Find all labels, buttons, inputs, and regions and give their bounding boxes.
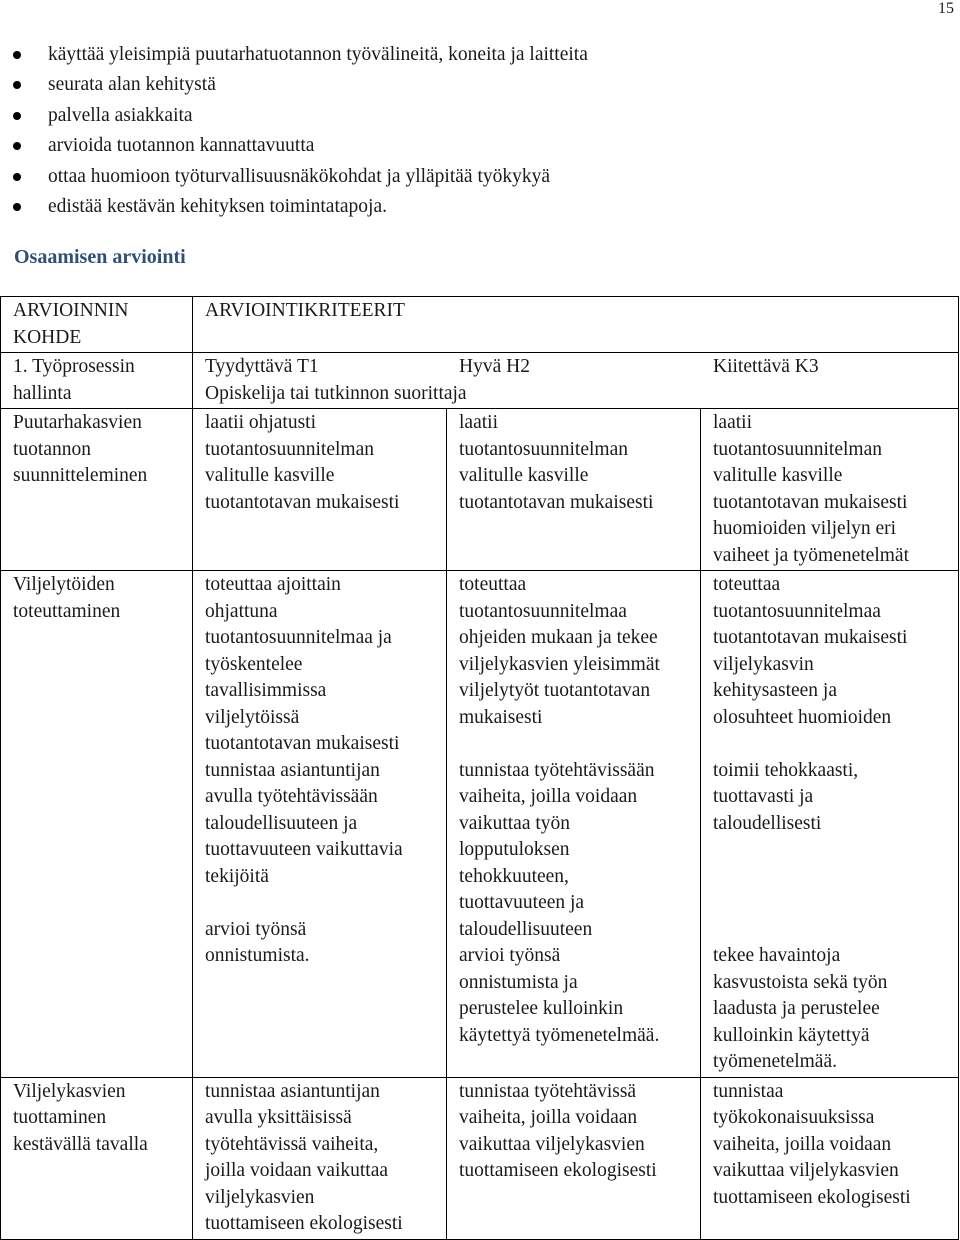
grades-cell [193, 353, 959, 409]
bullet-icon [13, 51, 21, 59]
criteria-t1-cell: laatii ohjatusti tuotantosuunnitelman valitulle kasville tuotantotavan mukaisesti [193, 409, 447, 571]
target-cell: Puutarhakasvien tuotannon suunnitteleminen [1, 409, 193, 571]
header-assessment-target: ARVIOINNIN KOHDE [1, 297, 193, 353]
list-item-text: edistää kestävän kehityksen toimintatapoja. [48, 195, 387, 217]
grade-good: Hyvä H2 [459, 356, 530, 377]
list-item [0, 162, 588, 192]
list-item-text: arvioida tuotannon kannattavuutta [48, 135, 315, 157]
list-item [0, 101, 588, 131]
criteria-k3-cell: tunnistaa työkokonaisuuksissa vaiheita, joilla voidaan vaikuttaa viljelykasvien tuottamiseen ekologisesti [701, 1077, 959, 1239]
subject-line: Opiskelija tai tutkinnon suorittaja [205, 382, 467, 404]
criteria-k3-cell: toteuttaa tuotantosuunnitelmaa tuotantotavan mukaisesti viljelykasvin kehitysasteen ja olosuhteet huomioiden toimii tehokkaasti, tuottavasti ja taloudellisesti tekee havaintoja kasvustoista sekä työn laadusta ja perustelee kulloinkin käytettyä työmenetelmää. [701, 571, 959, 1078]
criteria-t1-cell: tunnistaa asiantuntijan avulla yksittäisissä työtehtävissä vaiheita, joilla voidaan vaikuttaa viljelykasvien tuottamiseen ekologisesti [193, 1077, 447, 1239]
header-assessment-criteria: ARVIOINTIKRITEERIT [193, 297, 959, 353]
bullet-icon [13, 142, 21, 150]
table-row [1, 571, 959, 1078]
section-title: Osaamisen arviointi [14, 246, 186, 268]
bullet-icon [13, 203, 21, 211]
list-item [0, 131, 588, 161]
criteria-h2-cell: laatii tuotantosuunnitelman valitulle kasville tuotantotavan mukaisesti [447, 409, 701, 571]
skills-bullet-list [0, 40, 588, 222]
target-cell: Viljelytöiden toteuttaminen [1, 571, 193, 1078]
criteria-h2-cell: tunnistaa työtehtävissä vaiheita, joilla voidaan vaikuttaa viljelykasvien tuottamiseen ekologisesti [447, 1077, 701, 1239]
criteria-k3-cell: laatii tuotantosuunnitelman valitulle kasville tuotantotavan mukaisesti huomioiden viljelyn eri vaiheet ja työmenetelmät [701, 409, 959, 571]
grade-excellent: Kiitettävä K3 [713, 356, 819, 377]
list-item-text: palvella asiakkaita [48, 104, 193, 126]
table-row [1, 409, 959, 571]
subject-cell: 1. Työprosessin hallinta [1, 353, 193, 409]
table-header-row [1, 297, 959, 353]
list-item [0, 40, 588, 70]
bullet-icon [13, 173, 21, 181]
list-item-text: käyttää yleisimpiä puutarhatuotannon työvälineitä, koneita ja laitteita [48, 44, 588, 65]
list-item [0, 192, 588, 222]
bullet-icon [13, 81, 21, 89]
target-cell: Viljelykasvien tuottaminen kestävällä tavalla [1, 1077, 193, 1239]
table-row [1, 1077, 959, 1239]
assessment-criteria-table [0, 296, 959, 1240]
table-row-subject [1, 353, 959, 409]
grade-satisfactory: Tyydyttävä T1 [205, 356, 319, 377]
criteria-t1-cell: toteuttaa ajoittain ohjattuna tuotantosuunnitelmaa ja työskentelee tavallisimmissa viljelytöissä tuotantotavan mukaisesti tunnistaa asiantuntijan avulla työtehtävissään taloudellisuuteen ja tuottavuuteen vaikuttavia tekijöitä arvioi työnsä onnistumista. [193, 571, 447, 1078]
list-item-text: ottaa huomioon työturvallisuusnäkökohdat ja ylläpitää työkykyä [48, 165, 551, 187]
grade-levels [205, 354, 954, 381]
page-number: 15 [938, 0, 954, 17]
criteria-h2-cell: toteuttaa tuotantosuunnitelmaa ohjeiden mukaan ja tekee viljelykasvien yleisimmät viljelytyöt tuotantotavan mukaisesti tunnistaa työtehtävissään vaiheita, joilla voidaan vaikuttaa työn lopputuloksen tehokkuuteen, tuottavuuteen ja taloudellisuuteen arvioi työnsä onnistumista ja perustelee kulloinkin käytettyä työmenetelmää. [447, 571, 701, 1078]
list-item [0, 70, 588, 100]
list-item-text: seurata alan kehitystä [48, 74, 216, 96]
bullet-icon [13, 112, 21, 120]
